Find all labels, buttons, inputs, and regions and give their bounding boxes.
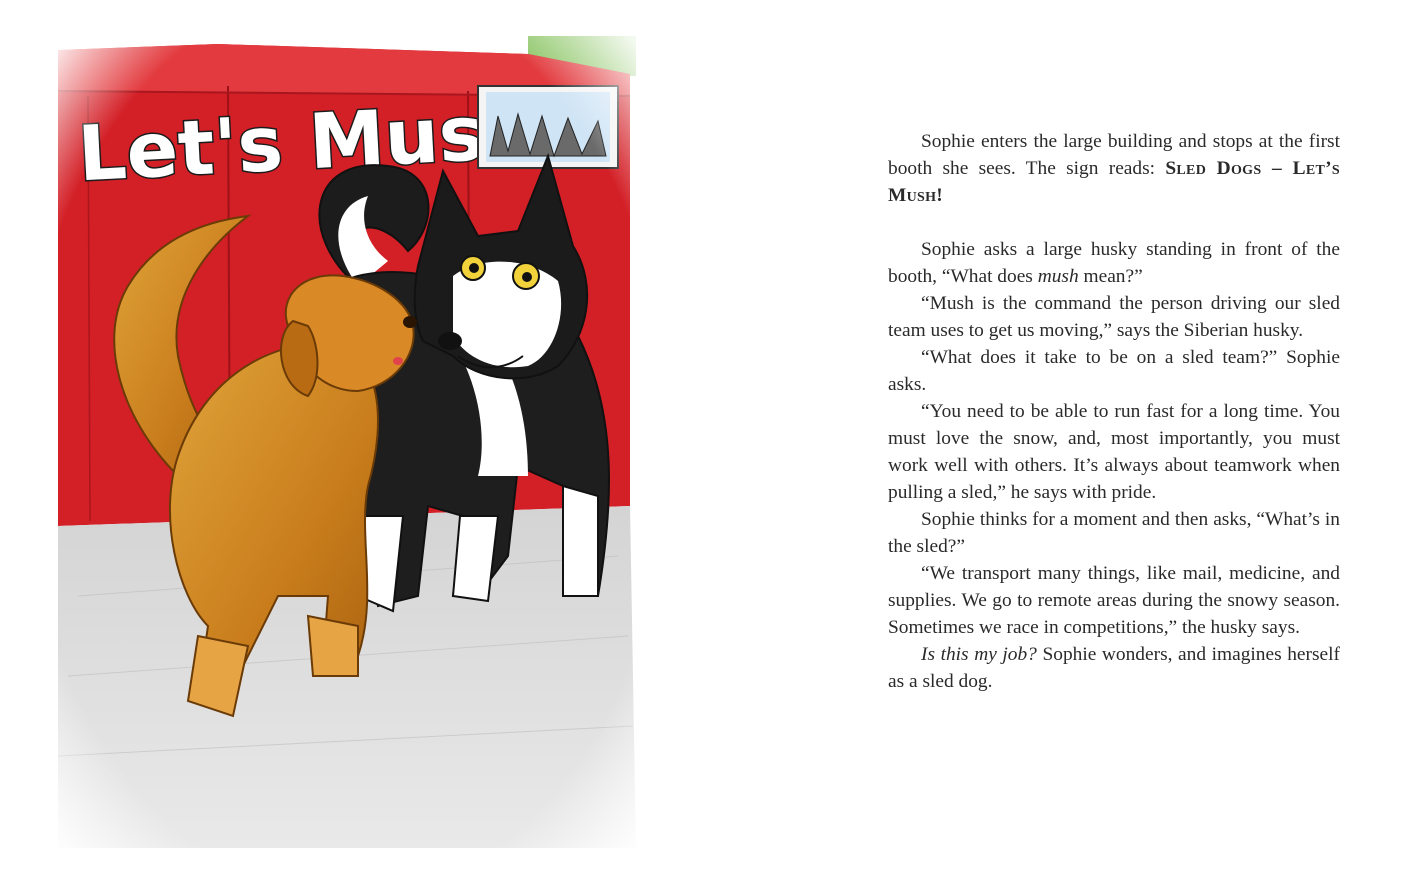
paragraph-1: Sophie enters the large building and stops at the first booth she sees. The sign reads: Sled Dogs – Let’s Mush! [888,131,1340,206]
paragraph-6: Sophie thinks for a moment and then asks, “What’s in the sled?” [888,509,1340,557]
emphasis-mush: mush [1037,266,1079,287]
paragraph-5: “You need to be able to run fast for a long time. You must love the snow, and, most importantly, you must work well with others. It’s always about teamwork when pulling a sled,” he says with pride. [888,401,1340,503]
story-text [888,128,1340,695]
paragraph-3: “Mush is the command the person driving our sled team uses to get us moving,” says the Siberian husky. [888,293,1340,341]
paragraph-7: “We transport many things, like mail, medicine, and supplies. We go to remote areas during the snowy season. Sometimes we race in competitions,” the husky says. [888,563,1340,638]
sign-name: Sled Dogs – Let’s Mush! [888,158,1340,206]
paragraph-4: “What does it take to be on a sled team?” Sophie asks. [888,347,1340,395]
vignette [58,36,636,848]
paragraph-2: Sophie asks a large husky standing in front of the booth, “What does mush mean?” [888,239,1340,287]
thought-text: Is this my job? [921,644,1037,665]
illustration-sophie-and-husky [58,36,636,848]
paragraph-8: Is this my job? Sophie wonders, and imagines herself as a sled dog. [888,644,1340,692]
